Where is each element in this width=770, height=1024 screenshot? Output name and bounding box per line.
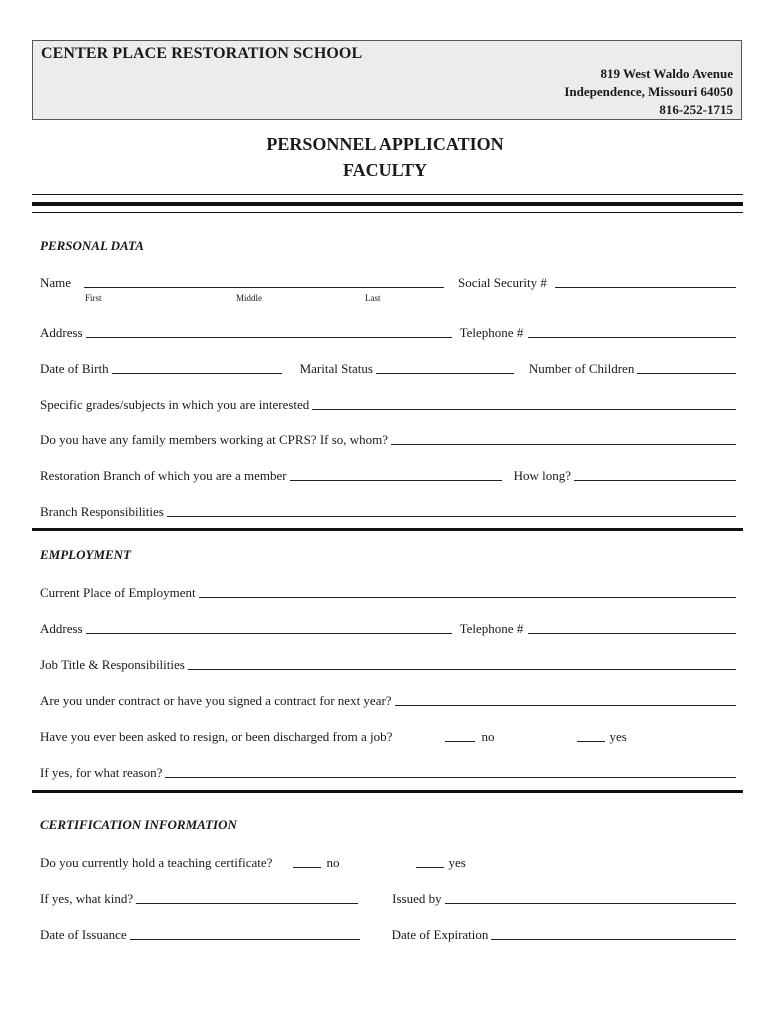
contract-label: Are you under contract or have you signed a contract for next year? [40,693,392,708]
branch-resp-field[interactable] [167,515,736,517]
marital-field[interactable] [376,372,514,374]
branch-field[interactable] [290,479,502,481]
cert-hold-row [40,853,736,871]
contract-row [40,691,736,709]
children-field[interactable] [637,372,736,374]
cert-no-blank[interactable] [293,866,321,868]
school-street: 819 West Waldo Avenue [600,66,733,81]
address-label: Address [40,325,83,340]
family-label: Do you have any family members working at CPRS? If so, whom? [40,432,389,447]
form-title: PERSONNEL APPLICATION [266,134,504,154]
telephone-label: Telephone # [459,325,524,340]
title-rule-top [32,194,743,195]
cert-issuance-field[interactable] [130,938,360,940]
cert-hold-label: Do you currently hold a teaching certificate? [40,855,273,870]
cert-no-label: no [326,855,340,870]
dob-row [40,359,736,377]
title-rule-bottom [32,212,743,213]
cert-expiration-label: Date of Expiration [391,927,489,942]
personal-heading: PERSONAL DATA [40,238,144,253]
job-title-label: Job Title & Responsibilities [40,657,185,672]
name-sub-last: Last [365,293,381,303]
branch-label: Restoration Branch of which you are a member [40,468,287,483]
name-sub-middle: Middle [236,293,262,303]
grades-row [40,395,736,413]
branch-row [40,466,736,484]
children-label: Number of Children [528,361,635,376]
reason-row [40,763,736,781]
resign-label: Have you ever been asked to resign, or been discharged from a job? [40,729,393,744]
cert-yes-blank[interactable] [416,866,444,868]
section-divider-certification [32,790,743,793]
family-row [40,430,736,448]
marital-label: Marital Status [299,361,373,376]
job-title-field[interactable] [188,668,736,670]
grades-label: Specific grades/subjects in which you are interested [40,397,310,412]
cert-expiration-field[interactable] [491,938,736,940]
telephone-field[interactable] [528,336,736,338]
family-field[interactable] [391,443,736,445]
resign-yes-blank[interactable] [577,740,605,742]
how-long-label: How long? [513,468,571,483]
certification-heading: CERTIFICATION INFORMATION [40,817,237,832]
cert-kind-field[interactable] [136,902,358,904]
address-row [40,323,736,341]
employer-address-label: Address [40,621,83,636]
section-divider-employment [32,528,743,531]
employment-heading: EMPLOYMENT [40,547,131,562]
cert-issuance-label: Date of Issuance [40,927,127,942]
employer-address-row [40,619,736,637]
name-sub-first: First [85,293,102,303]
cert-dates-row [40,925,736,943]
dob-field[interactable] [112,372,282,374]
name-label: Name [40,275,72,290]
ssn-field[interactable] [555,286,736,288]
resign-no-blank[interactable] [445,740,475,742]
cert-kind-label: If yes, what kind? [40,891,134,906]
cert-kind-row [40,889,736,907]
current-employment-field[interactable] [199,596,736,598]
form-subtitle: FACULTY [342,160,427,180]
employer-address-field[interactable] [86,632,452,634]
school-header [32,40,742,120]
school-name: CENTER PLACE RESTORATION SCHOOL [41,45,363,62]
contract-field[interactable] [395,704,736,706]
job-title-row [40,655,736,673]
ssn-label: Social Security # [458,275,547,290]
how-long-field[interactable] [574,479,736,481]
cert-yes-label: yes [448,855,466,870]
employer-telephone-label: Telephone # [459,621,524,636]
cert-issued-label: Issued by [392,891,442,906]
reason-label: If yes, for what reason? [40,765,163,780]
branch-resp-row [40,502,736,520]
name-field[interactable] [84,286,444,288]
reason-field[interactable] [165,776,736,778]
resign-no-label: no [481,729,495,744]
grades-field[interactable] [312,408,736,410]
name-row [40,273,736,291]
current-employment-label: Current Place of Employment [40,585,196,600]
current-employment-row [40,583,736,601]
address-field[interactable] [86,336,452,338]
school-city: Independence, Missouri 64050 [564,84,733,99]
school-phone: 816-252-1715 [659,102,733,117]
resign-yes-label: yes [609,729,627,744]
employer-telephone-field[interactable] [528,632,736,634]
title-rule-thick [32,202,743,206]
resign-row [40,727,736,745]
branch-resp-label: Branch Responsibilities [40,504,164,519]
dob-label: Date of Birth [40,361,109,376]
cert-issued-field[interactable] [445,902,736,904]
